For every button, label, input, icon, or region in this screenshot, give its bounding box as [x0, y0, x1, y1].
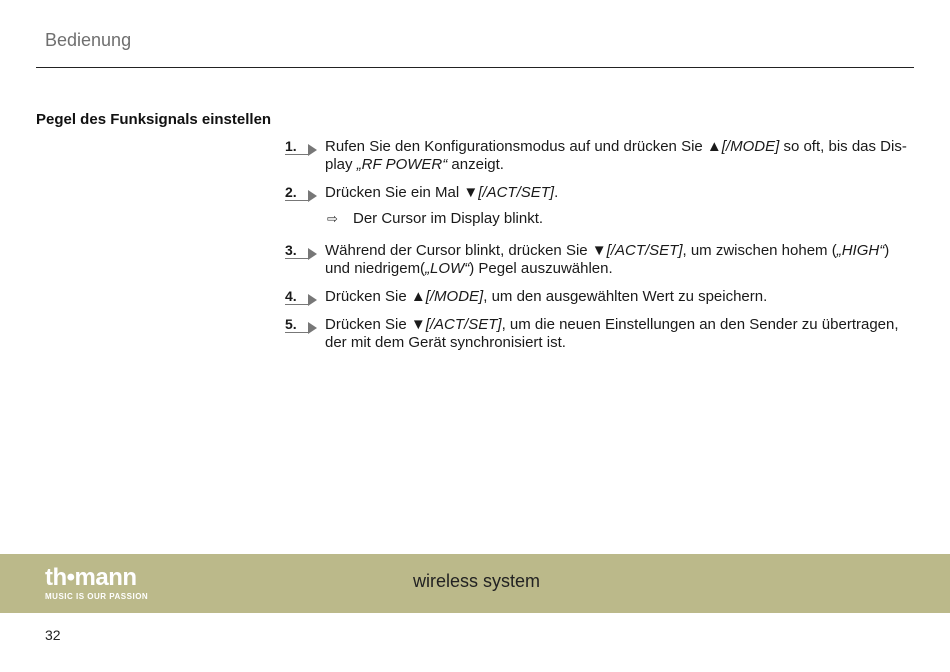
- step-text: Drücken Sie ▲[/MODE], um den ausgewählten Wert zu speichern.: [325, 288, 768, 305]
- page-header-title: Bedienung: [45, 30, 132, 50]
- step-arrow-icon: [308, 190, 317, 202]
- logo-tagline: MUSIC IS OUR PASSION: [45, 592, 149, 601]
- step-2: [285, 184, 910, 202]
- section-heading: Pegel des Funksignals einstellen: [36, 111, 272, 128]
- step-4: [285, 288, 910, 306]
- header-divider: [36, 67, 914, 68]
- thomann-logo: [45, 566, 148, 601]
- step-arrow-icon: [308, 294, 317, 306]
- step-arrow-icon: [308, 322, 317, 334]
- step-5: [285, 316, 910, 352]
- step-text: Während der Cursor blinkt, drücken Sie ▼[/ACT/SET], um zwischen hohem („HIGH“) und niedrigem(„LOW“) Pegel auszuwählen.: [325, 242, 890, 277]
- result-text: Der Cursor im Display blinkt.: [353, 210, 544, 227]
- step-result: [285, 210, 910, 228]
- step-1: [285, 138, 910, 174]
- logo-wordmark: th•mann: [45, 564, 137, 591]
- step-number: 1.: [285, 138, 309, 155]
- step-number: 4.: [285, 288, 309, 305]
- instruction-steps: [285, 138, 910, 362]
- result-arrow-icon: ⇨: [327, 211, 338, 226]
- step-text: Rufen Sie den Konfigurationsmodus auf und drücken Sie ▲[/MODE] so oft, bis das Dis-play „RF POWER“ anzeigt.: [325, 138, 907, 173]
- step-number: 5.: [285, 316, 309, 333]
- footer-band: [0, 554, 950, 613]
- step-text: Drücken Sie ein Mal ▼[/ACT/SET].: [325, 184, 559, 201]
- step-number: 2.: [285, 184, 309, 201]
- footer-product-name: wireless system: [413, 571, 541, 591]
- page-number: 32: [45, 627, 61, 643]
- step-arrow-icon: [308, 144, 317, 156]
- step-number: 3.: [285, 242, 309, 259]
- step-arrow-icon: [308, 248, 317, 260]
- step-3: [285, 242, 910, 278]
- step-text: Drücken Sie ▼[/ACT/SET], um die neuen Einstellungen an den Sender zu übertragen, der mit dem Gerät synchronisiert ist.: [325, 316, 899, 351]
